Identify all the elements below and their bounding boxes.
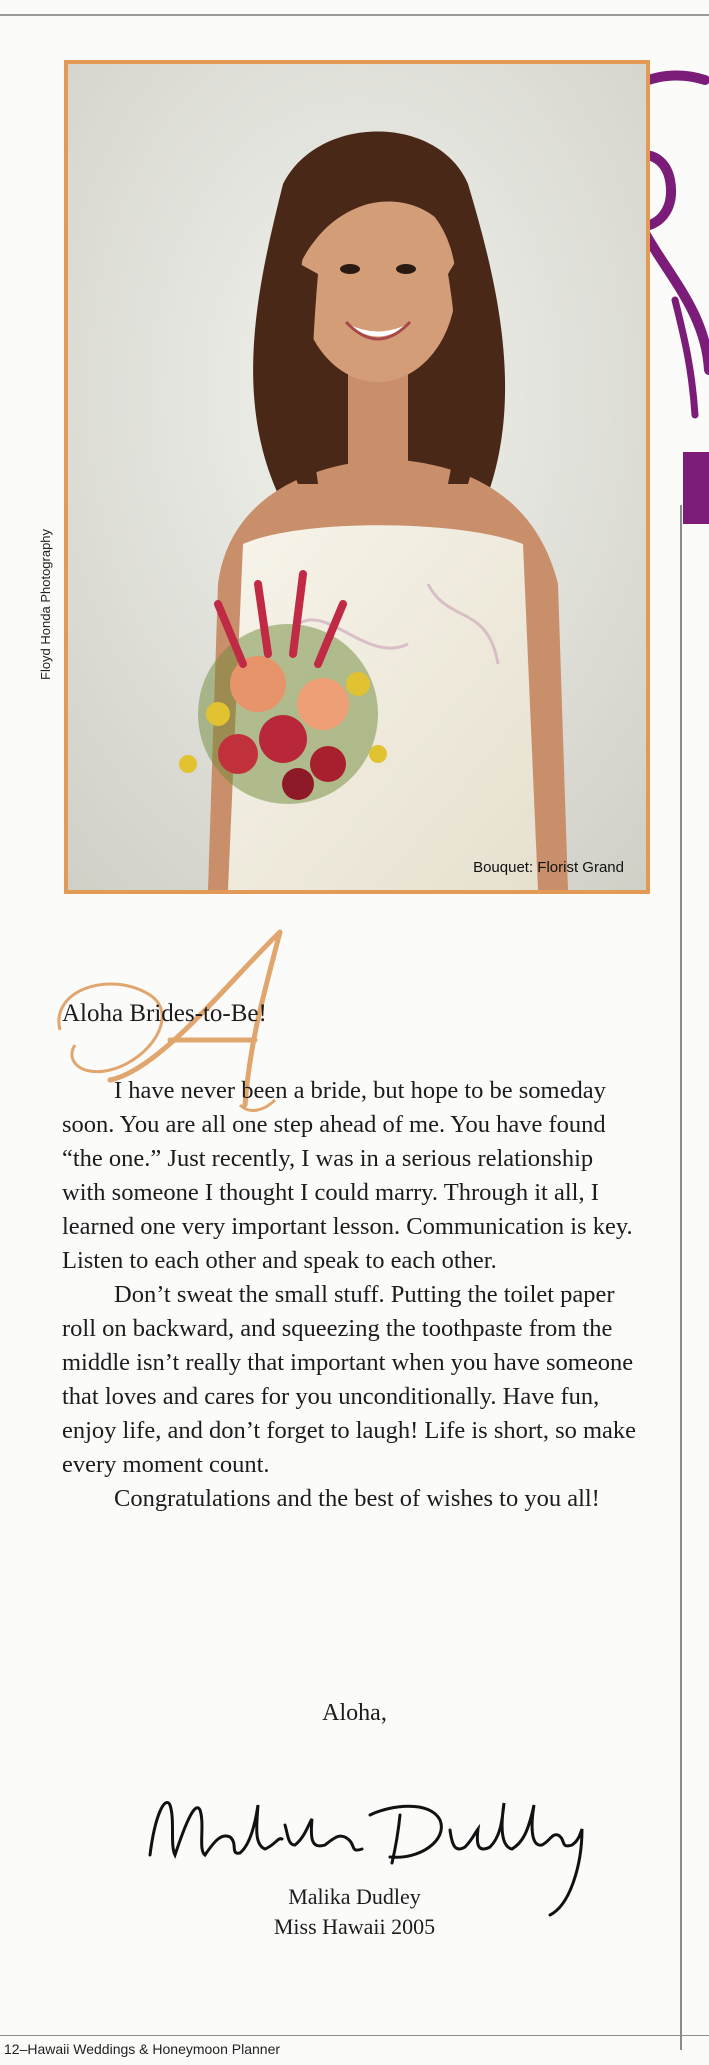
bride-photo [64, 60, 650, 894]
letter-paragraph: Congratulations and the best of wishes to you all! [114, 1485, 600, 1512]
footer-rule [0, 2035, 709, 2036]
author-name: Malika Dudley [288, 1884, 421, 1909]
photographer-credit: Floyd Honda Photography [38, 528, 53, 680]
letter-paragraph: I have never been a bride, but hope to be someday soon. You are all one step ahead of me. You have found “the one.” Just recently, I was in a serious relationship with someone I thought I could marry. Through it all, I learned one very important lesson. Communication is key. Listen to each other and speak to each other. [62, 1077, 633, 1274]
letter-signoff: Aloha, [322, 1700, 387, 1726]
author-block [0, 1882, 709, 1942]
column-rule [680, 505, 682, 2050]
page-footer: 12–Hawaii Weddings & Honeymoon Planner [4, 2041, 281, 2057]
bouquet-credit: Bouquet: Florist Grand [473, 859, 624, 876]
top-rule [0, 14, 709, 16]
letter-body [62, 1074, 640, 1516]
letter-paragraph: Don’t sweat the small stuff. Putting the toilet paper roll on backward, and squeezing the toothpaste from the middle isn’t really that important when you have someone that loves and cares for you unconditionally. Have fun, enjoy life, and don’t forget to laugh! Life is short, so make every moment count. [62, 1281, 637, 1478]
bride-illustration [68, 64, 646, 890]
author-title: Miss Hawaii 2005 [273, 1914, 436, 1939]
purple-accent-bar [683, 452, 709, 524]
letter-greeting: Aloha Brides-to-Be! [62, 1000, 267, 1027]
